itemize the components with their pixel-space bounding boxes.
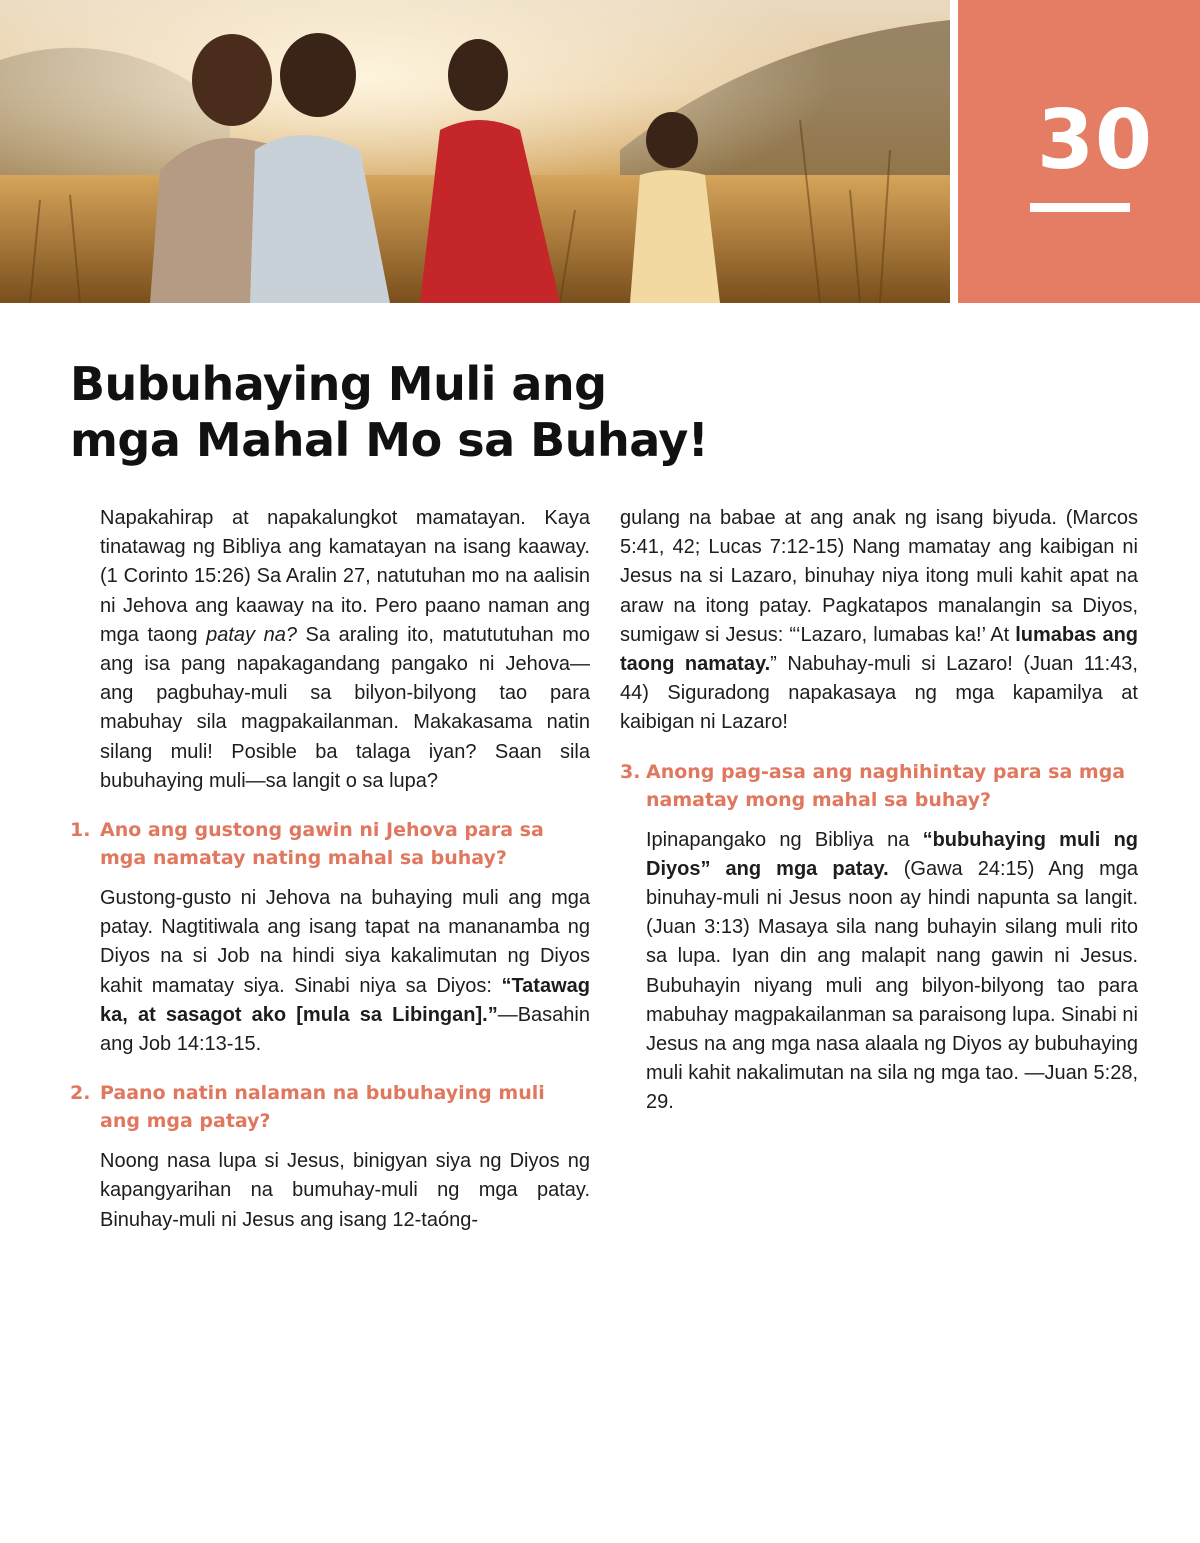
intro-text-1: Napakahirap at napakalungkot mamatayan. Kaya tinatawag ng Bibliya ang kamatayan na isang kaaway. (1 Corinto 15:26) Sa Aralin 27, natutuhan mo na aalisin ni Jehova ang kaaway na ito. Pero paano naman ang mga taong: [100, 507, 590, 646]
question-3-text: Anong pag-asa ang naghihintay para sa mga namatay mong mahal sa buhay?: [646, 760, 1126, 811]
header-photo: [0, 0, 950, 303]
intro-paragraph: [70, 504, 590, 796]
question-1-text: Ano ang gustong gawin ni Jehova para sa mga namatay nating mahal sa buhay?: [100, 819, 544, 870]
lesson-number-box: [958, 0, 1200, 303]
answer-3-bold: “bubuhaying muli ng Diyos” ang mga patay.: [646, 828, 1138, 880]
answer-3-paragraph: [620, 826, 1138, 1118]
page-title: [70, 356, 770, 468]
answer-1-bold: “Tatawag ka, at sasagot ako [mula sa Libingan].”: [100, 974, 590, 1026]
right-column: [620, 504, 1138, 1118]
question-3-number: 3.: [620, 760, 641, 783]
title-line-2: mga Mahal Mo sa Buhay!: [70, 413, 709, 467]
answer-2-paragraph-continued: [620, 504, 1138, 738]
question-2-text: Paano natin nalaman na bubuhaying muli ang mga patay?: [100, 1082, 545, 1133]
lesson-number-underline: [1030, 203, 1130, 212]
answer-3-text-2: (Gawa 24:15) Ang mga binuhay-muli ni Jesus noon ay hindi napunta sa langit. (Juan 3:13) Masaya sila nang buhayin silang muli rito sa lupa. Iyan din ang malapit nang gawin ni Jesus. Bubuhayin niyang muli ang bilyon-bilyong tao para mabuhay magpakailanman sa paraisong lupa. Sinabi ni Jesus na ang mga nasa alaala ng Diyos ay bubuhaying muli kahit nakalimutan na sila ng mga tao. —Juan 5:28, 29.: [646, 857, 1138, 1114]
lesson-number: 30: [1036, 93, 1154, 188]
left-column: [70, 504, 590, 1235]
answer-2-paragraph-start: [70, 1147, 590, 1235]
answer-2-bold: lumabas ang taong namatay.: [620, 623, 1139, 676]
question-2: [70, 1079, 590, 1135]
answer-1-text-1: Gustong-gusto ni Jehova na buhaying muli ang mga patay. Nagtitiwala ang isang tapat na mananamba ng Diyos na si Job na hindi siya kakalimutan ng Diyos kahit mamatay siya. Sinabi niya sa Diyos:: [100, 887, 590, 997]
question-3: [620, 758, 1138, 814]
family-in-meadow-photo: [0, 0, 950, 303]
question-2-number: 2.: [70, 1082, 91, 1105]
intro-text-italic: patay na?: [206, 623, 297, 646]
title-line-1: Bubuhaying Muli ang: [70, 357, 607, 411]
answer-2-text-1: Noong nasa lupa si Jesus, binigyan siya ng Diyos ng kapangyarihan na bumuhay-muli ng mga patay. Binuhay-muli ni Jesus ang isang 12-taóng-: [100, 1150, 590, 1231]
question-1: [70, 816, 590, 872]
answer-1-paragraph: [70, 884, 590, 1059]
intro-text-2: Sa araling ito, matututuhan mo ang isa pang napakagandang pangako ni Jehova—ang pagbuhay-muli sa bilyon-bilyong tao para mabuhay sila magpakailanman. Makakasama natin silang muli! Posible ba talaga iyan? Saan sila bubuhaying muli—sa langit o sa lupa?: [100, 623, 590, 792]
answer-3-text-1: Ipinapangako ng Bibliya na: [646, 828, 923, 851]
question-1-number: 1.: [70, 819, 91, 842]
answer-2-text-2: gulang na babae at ang anak ng isang biyuda. (Marcos 5:41, 42; Lucas 7:12-15) Nang mamatay ang kaibigan ni Jesus na si Lazaro, binuhay niya itong muli kahit apat na araw na itong patay. Pagkatapos manalangin sa Diyos, sumigaw si Jesus: “‘Lazaro, lumabas ka!’ At: [620, 507, 1138, 646]
answer-2-text-3: ” Nabuhay-muli si Lazaro! (Juan 11:43, 44) Siguradong napakasaya ng mga kapamilya at kaibigan ni Lazaro!: [620, 653, 1138, 734]
answer-1-text-2: —Basahin ang Job 14:13-15.: [100, 1003, 590, 1056]
